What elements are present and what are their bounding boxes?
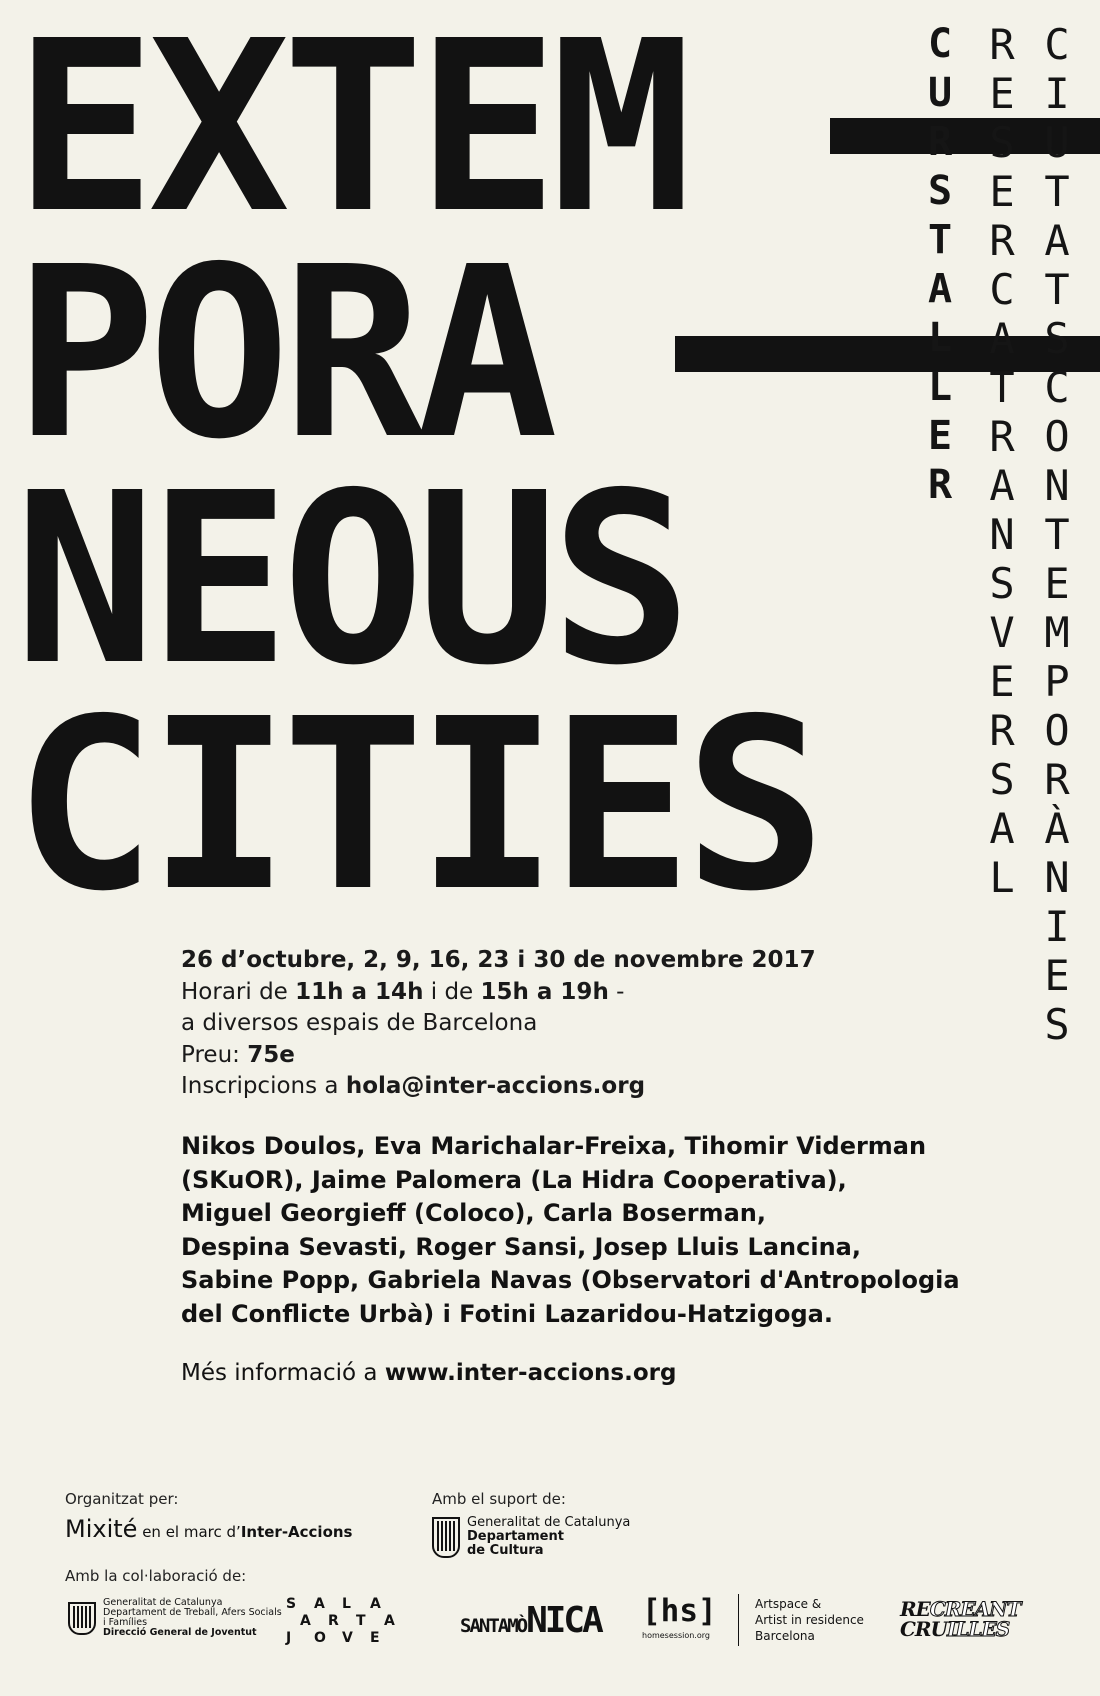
- participants-line: Sabine Popp, Gabriela Navas (Observatori d'Antropologia: [181, 1266, 960, 1294]
- hs-site: homesession.org: [642, 1631, 710, 1640]
- event-dates: 26 d’octubre, 2, 9, 16, 23 i 30 de novembre 2017: [181, 947, 816, 973]
- title-line-2: PORA: [14, 216, 551, 491]
- registration-email-link[interactable]: hola@inter-accions.org: [345, 1073, 646, 1099]
- vertical-letter: N: [1044, 461, 1070, 510]
- vertical-letter: P: [1044, 657, 1070, 706]
- vertical-text-recerca-transversal: [977, 20, 1027, 902]
- homesession-logo: [642, 1594, 717, 1640]
- more-info: Més informació a www.inter-accions.org: [181, 1360, 677, 1386]
- collaboration-label: Amb la col·laboració de:: [65, 1567, 247, 1585]
- vertical-letter: I: [1044, 69, 1070, 118]
- event-registration: Inscripcions a hola@inter-accions.org: [181, 1073, 646, 1099]
- event-details: [181, 945, 941, 1103]
- vertical-letter: V: [989, 608, 1015, 657]
- mixite-logo: Mixité: [65, 1515, 138, 1543]
- vertical-letter: T: [989, 363, 1015, 412]
- vertical-letter: U: [927, 70, 953, 116]
- vertical-text-ciutats-contemporanies: [1032, 20, 1082, 1049]
- vertical-letter: M: [1044, 608, 1070, 657]
- vertical-letter: À: [1044, 804, 1070, 853]
- vertical-letter: E: [927, 413, 953, 459]
- vertical-text-curs-taller: [915, 20, 965, 510]
- vertical-letter: T: [1044, 167, 1070, 216]
- vertical-letter: A: [989, 804, 1015, 853]
- vertical-letter: N: [989, 510, 1015, 559]
- vertical-letter: L: [927, 315, 953, 361]
- vertical-letter: C: [927, 21, 953, 67]
- participants-line: (SKuOR), Jaime Palomera (La Hidra Cooperativa),: [181, 1165, 847, 1194]
- participants-line: Nikos Doulos, Eva Marichalar-Freixa, Tihomir Viderman: [181, 1132, 927, 1160]
- support-label: Amb el suport de:: [432, 1490, 566, 1508]
- vertical-letter: R: [989, 216, 1015, 265]
- vertical-letter: I: [1044, 902, 1070, 951]
- vertical-letter: R: [989, 706, 1015, 755]
- vertical-letter: S: [927, 168, 953, 214]
- sala-arta-jove-logo: S A L A A R T A J O V E: [286, 1596, 395, 1646]
- vertical-letter: A: [1044, 216, 1070, 265]
- vertical-letter: E: [1044, 559, 1070, 608]
- participants-line: del Conflicte Urbà) i Fotini Lazaridou-Hatzigoga.: [181, 1299, 833, 1328]
- vertical-letter: S: [989, 118, 1015, 167]
- vertical-letter: L: [989, 853, 1015, 902]
- hs-logo-mark: [hs]: [642, 1593, 717, 1629]
- gencat-joventut-logo: Generalitat de Catalunya Departament de Treball, Afers Socials i Famílies Direcció General de Joventut: [68, 1598, 282, 1638]
- vertical-letter: O: [1044, 412, 1070, 461]
- vertical-letter: R: [989, 412, 1015, 461]
- event-schedule: Horari de 11h a 14h i de 15h a 19h -: [181, 978, 625, 1005]
- vertical-letter: T: [1044, 265, 1070, 314]
- santa-monica-logo: SANTAMÒNICA: [460, 1600, 601, 1641]
- vertical-letter: U: [1044, 118, 1070, 167]
- vertical-letter: A: [927, 266, 953, 312]
- website-link[interactable]: www.inter-accions.org: [384, 1360, 677, 1386]
- vertical-letter: E: [989, 657, 1015, 706]
- catalan-shield-icon: [432, 1517, 460, 1558]
- hs-description: Artspace & Artist in residence Barcelona: [755, 1597, 864, 1643]
- recreant-cruilles-logo: RECREANT CRUILLES: [900, 1597, 1021, 1641]
- participants-line: Miguel Georgieff (Coloco), Carla Boserman,: [181, 1199, 766, 1227]
- vertical-letter: T: [927, 217, 953, 263]
- catalan-shield-icon: [68, 1602, 96, 1635]
- title-line-1: EXTEM: [14, 0, 685, 265]
- vertical-letter: C: [989, 265, 1015, 314]
- vertical-letter: A: [989, 461, 1015, 510]
- vertical-letter: N: [1044, 853, 1070, 902]
- participants-list: [181, 1130, 960, 1331]
- vertical-letter: S: [1044, 1000, 1070, 1049]
- vertical-letter: C: [1044, 363, 1070, 412]
- participants-line: Despina Sevasti, Roger Sansi, Josep Lluis Lancina,: [181, 1232, 861, 1261]
- vertical-letter: R: [927, 119, 953, 165]
- vertical-letter: S: [1044, 314, 1070, 363]
- hs-divider: [738, 1594, 739, 1646]
- organized-by-label: Organitzat per:: [65, 1490, 179, 1508]
- vertical-letter: S: [989, 755, 1015, 804]
- vertical-letter: R: [1044, 755, 1070, 804]
- vertical-letter: T: [1044, 510, 1070, 559]
- title-line-4: CITIES: [14, 668, 819, 943]
- vertical-letter: R: [989, 20, 1015, 69]
- vertical-letter: E: [989, 167, 1015, 216]
- vertical-letter: A: [989, 314, 1015, 363]
- vertical-letter: O: [1044, 706, 1070, 755]
- vertical-letter: C: [1044, 20, 1070, 69]
- gencat-cultura-logo: Generalitat de Catalunya Departament de Cultura: [432, 1516, 630, 1558]
- vertical-letter: E: [1044, 951, 1070, 1000]
- organizer-logo: Mixité en el marc d’Inter-Accions: [65, 1515, 353, 1543]
- vertical-letter: S: [989, 559, 1015, 608]
- vertical-letter: R: [927, 462, 953, 508]
- vertical-letter: L: [927, 364, 953, 410]
- event-location: a diversos espais de Barcelona: [181, 1010, 538, 1036]
- event-price: Preu: 75e: [181, 1041, 295, 1068]
- vertical-letter: E: [989, 69, 1015, 118]
- title-line-3: NEOUS: [14, 442, 685, 717]
